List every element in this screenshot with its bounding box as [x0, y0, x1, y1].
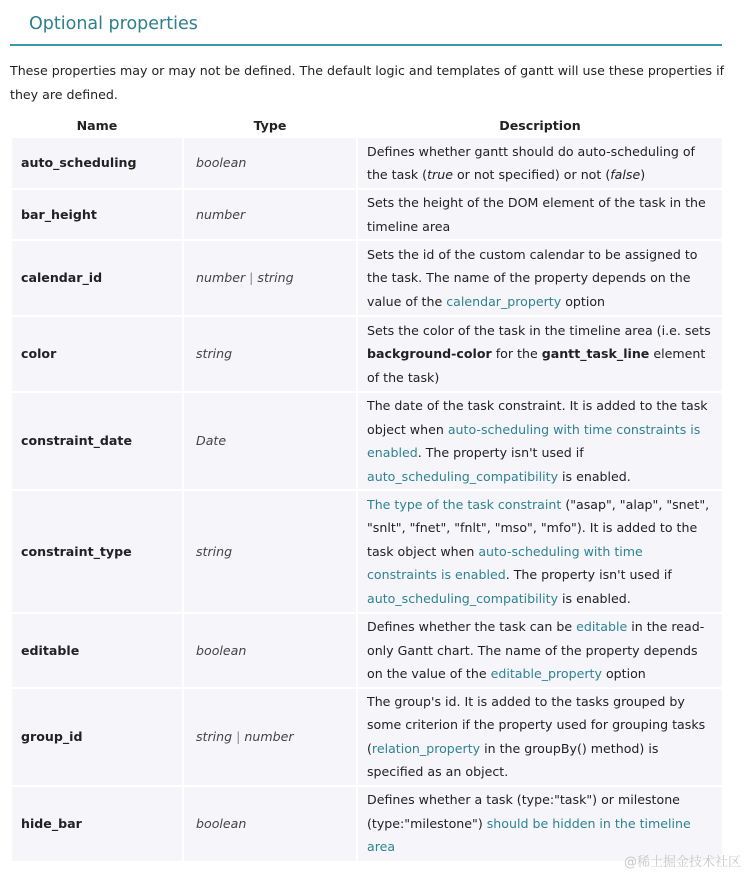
doc-link[interactable]: auto_scheduling_compatibility	[367, 590, 559, 606]
description-text: element of the task)	[367, 346, 706, 385]
description-text: Sets the id of the custom calendar to be assigned to the task. The name of the property depends on the value of the	[367, 246, 698, 309]
description-text: . The property isn't used if	[505, 567, 672, 583]
type-value: number	[244, 728, 294, 744]
table-row	[12, 614, 722, 687]
property-description	[358, 190, 722, 239]
property-name: group_id	[12, 689, 182, 785]
property-type	[184, 491, 356, 612]
section-heading	[10, 0, 722, 46]
column-header-name: Name	[12, 114, 182, 136]
column-header-type: Type	[184, 114, 356, 136]
column-header-description: Description	[358, 114, 722, 136]
type-value: number	[196, 270, 246, 286]
type-value: string	[257, 270, 294, 286]
property-name: auto_scheduling	[12, 138, 182, 188]
doc-link[interactable]: The type of the task constraint	[367, 496, 562, 512]
description-text: ("asap", "alap", "snet", "snlt", "fnet", "fnlt", "mso", "mfo"). It is added to the task object when	[367, 496, 710, 559]
doc-link[interactable]: relation_property	[371, 740, 481, 756]
bold-term: gantt_task_line	[541, 346, 650, 362]
section-title: Optional properties	[29, 14, 198, 34]
description-text: Sets the height of the DOM element of the task in the timeline area	[367, 195, 706, 234]
property-type	[184, 138, 356, 188]
property-type	[184, 689, 356, 785]
type-value: number	[196, 206, 246, 222]
property-description	[358, 491, 722, 612]
property-description	[358, 689, 722, 785]
property-description	[358, 787, 722, 861]
table-row	[12, 190, 722, 239]
property-name: hide_bar	[12, 787, 182, 861]
property-description	[358, 138, 722, 188]
doc-link[interactable]: auto-scheduling with time constraints is enabled	[367, 543, 643, 583]
table-row	[12, 787, 722, 861]
type-separator: |	[232, 728, 245, 744]
description-text: is enabled.	[558, 590, 631, 606]
property-description	[358, 317, 722, 391]
table-row	[12, 241, 722, 315]
type-value: string	[196, 543, 233, 559]
doc-link[interactable]: should be hidden in the timeline area	[367, 815, 691, 855]
property-description	[358, 241, 722, 315]
doc-link[interactable]: calendar_property	[446, 293, 562, 309]
doc-link[interactable]: editable	[576, 619, 628, 634]
description-text: Sets the color of the task in the timeline area (i.e. sets	[367, 322, 711, 338]
table-row	[12, 138, 722, 188]
description-text: or not specified) or not (	[452, 167, 611, 182]
doc-link[interactable]: auto-scheduling with time constraints is enabled	[367, 421, 701, 460]
description-text: )	[640, 167, 646, 182]
description-text: The date of the task constraint. It is added to the task object when	[367, 398, 708, 437]
bold-term: background-color	[367, 346, 492, 362]
doc-link[interactable]: auto_scheduling_compatibility	[367, 468, 559, 484]
property-name: constraint_type	[12, 491, 182, 612]
type-value: string	[196, 728, 233, 744]
table-row	[12, 393, 722, 489]
property-type	[184, 190, 356, 239]
description-text: Defines whether the task can be	[367, 619, 577, 634]
description-text: Defines whether a task (type:"task") or milestone (type:"milestone")	[367, 792, 680, 831]
property-name: constraint_date	[12, 393, 182, 489]
description-text: . The property isn't used if	[417, 445, 584, 460]
property-type	[184, 241, 356, 315]
property-name: editable	[12, 614, 182, 687]
description-text: in the groupBy() method) is specified as an object.	[367, 740, 659, 779]
type-value: string	[196, 346, 233, 362]
property-type	[184, 614, 356, 687]
doc-link[interactable]: editable_property	[490, 666, 602, 681]
description-text: option	[561, 293, 606, 309]
property-type	[184, 787, 356, 861]
table-header-row	[12, 114, 722, 136]
description-text: in the read-only Gantt chart. The name of the property depends on the value of the	[367, 619, 705, 681]
description-text: The group's id. It is added to the tasks grouped by some criterion if the property used for grouping tasks (	[367, 693, 706, 756]
properties-table	[10, 112, 724, 863]
italic-term: true	[427, 167, 453, 182]
description-text: Defines whether gantt should do auto-scheduling of the task (	[367, 143, 695, 182]
property-description	[358, 393, 722, 489]
table-row	[12, 689, 722, 785]
property-type	[184, 317, 356, 391]
property-name: color	[12, 317, 182, 391]
italic-term: false	[610, 167, 641, 182]
type-separator: |	[245, 270, 258, 286]
property-name: bar_height	[12, 190, 182, 239]
description-text: for the	[491, 346, 542, 362]
property-name: calendar_id	[12, 241, 182, 315]
watermark: @稀土掘金技术社区	[623, 855, 741, 870]
table-row	[12, 317, 722, 391]
type-value: Date	[196, 433, 227, 449]
property-type	[184, 393, 356, 489]
type-value: boolean	[196, 642, 247, 658]
description-text: is enabled.	[558, 468, 631, 484]
table-row	[12, 491, 722, 612]
intro-paragraph: These properties may or may not be defined. The default logic and templates of gantt will use these properties if they are defined.	[10, 63, 725, 102]
property-description	[358, 614, 722, 687]
description-text: option	[601, 666, 646, 681]
type-value: boolean	[196, 155, 247, 171]
type-value: boolean	[196, 815, 247, 831]
